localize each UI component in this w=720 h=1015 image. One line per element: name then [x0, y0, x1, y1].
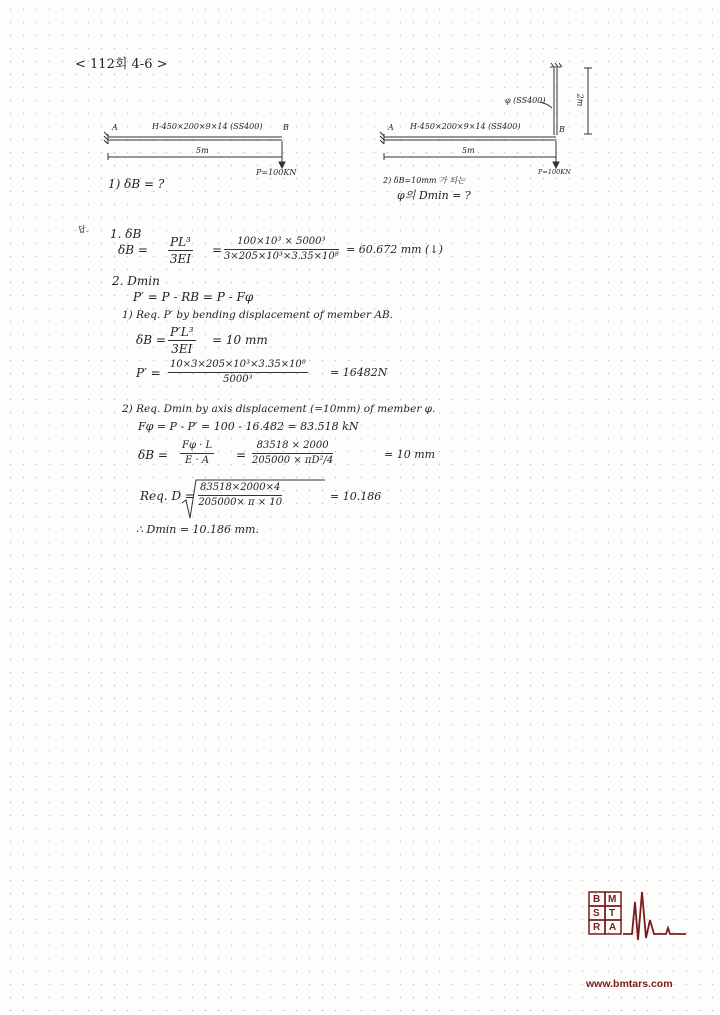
step1-heading: 1. δB — [110, 227, 142, 241]
logo-graphic — [588, 890, 688, 950]
step1-equals: = — [212, 243, 223, 257]
step2-1-p-lhs: P′ = — [136, 366, 161, 380]
step2-2-d-fraction: $\frac{83518\times 2000\times 4}{205000\times \pi \times 10}$ — [198, 482, 283, 508]
page-title: < 112회 4-6 > — [75, 57, 168, 72]
point-b-label: B — [283, 123, 289, 132]
bmtars-logo — [588, 890, 688, 990]
step1-lhs: δB = — [118, 243, 148, 257]
member-label: H-450×200×9×14 (SS400) — [152, 122, 263, 131]
step1-fraction: $\frac{\text{PL³}}{3EI}$ — [169, 235, 191, 266]
step2-2-fraction: $\frac{F\varphi \cdot L}{E \cdot A}$ — [182, 440, 213, 466]
step2-1-p-fraction: $\frac{\text{10×3×205×10³×3.35×10⁸}}{\text{5000³}}$ — [170, 359, 306, 385]
step2-1-fraction: $\frac{\text{P′L³}}{3EI}$ — [170, 325, 194, 356]
step2-heading: 2. Dmin — [112, 274, 160, 288]
point-a-label: A — [388, 123, 394, 132]
step2-1-rhs: = 10 mm — [212, 333, 268, 347]
logo-letter: R — [593, 922, 601, 933]
question-2-line2: φ의 Dmin = ? — [397, 189, 471, 202]
point-b-label: B — [559, 125, 565, 134]
step2-2-fraction-values: $\frac{83518 \times 2000}{\text{205000 × πD²/4}}$ — [252, 440, 334, 466]
logo-letter: A — [609, 922, 617, 933]
logo-url: www.bmtars.com — [586, 978, 673, 990]
step2-1-lhs: δB = — [136, 333, 166, 347]
logo-letter: M — [608, 894, 617, 905]
question-2-line1: 2) δB=10mm 가 되는 — [383, 176, 465, 185]
load-label: P=100KN — [256, 168, 297, 177]
rod-length-label: 2m — [575, 93, 585, 107]
span-label: 5m — [462, 146, 475, 155]
step2-2-heading: 2) Req. Dmin by axis displacement (=10mm) of member φ. — [122, 403, 436, 415]
step1-fraction-values: $\frac{\text{100×10³ × 5000³}}{\text{3×205×10³×3.35×10⁸}}$ — [224, 236, 339, 262]
answer-mark: 답. — [78, 225, 89, 234]
step2-2-lhs: δB = — [138, 448, 168, 462]
step2-2-equals: = — [236, 448, 247, 462]
member-label: H-450×200×9×14 (SS400) — [410, 122, 521, 131]
final-answer: ∴ Dmin = 10.186 mm. — [136, 523, 259, 536]
load-label: P=100KN — [538, 168, 571, 176]
step2-2-d-result: = 10.186 — [330, 490, 382, 503]
logo-letter: S — [593, 908, 600, 919]
logo-letter: T — [609, 908, 616, 919]
step2-1-p-result: = 16482N — [330, 366, 388, 379]
rod-label: φ (SS400) — [505, 96, 546, 105]
point-a-label: A — [112, 123, 118, 132]
step2-equation: P′ = P - RB = P - Fφ — [133, 290, 254, 304]
step2-2-rhs: = 10 mm — [384, 448, 436, 461]
step2-1-heading: 1) Req. P′ by bending displacement of member AB. — [122, 309, 394, 321]
step1-result: = 60.672 mm (↓) — [346, 243, 443, 256]
step2-2-force: Fφ = P - P′ = 100 - 16.482 = 83.518 kN — [138, 420, 359, 433]
span-label: 5m — [196, 146, 209, 155]
question-1: 1) δB = ? — [108, 177, 165, 191]
logo-letter: B — [593, 894, 601, 905]
step2-2-d-lhs: Req. D = — [140, 489, 195, 503]
